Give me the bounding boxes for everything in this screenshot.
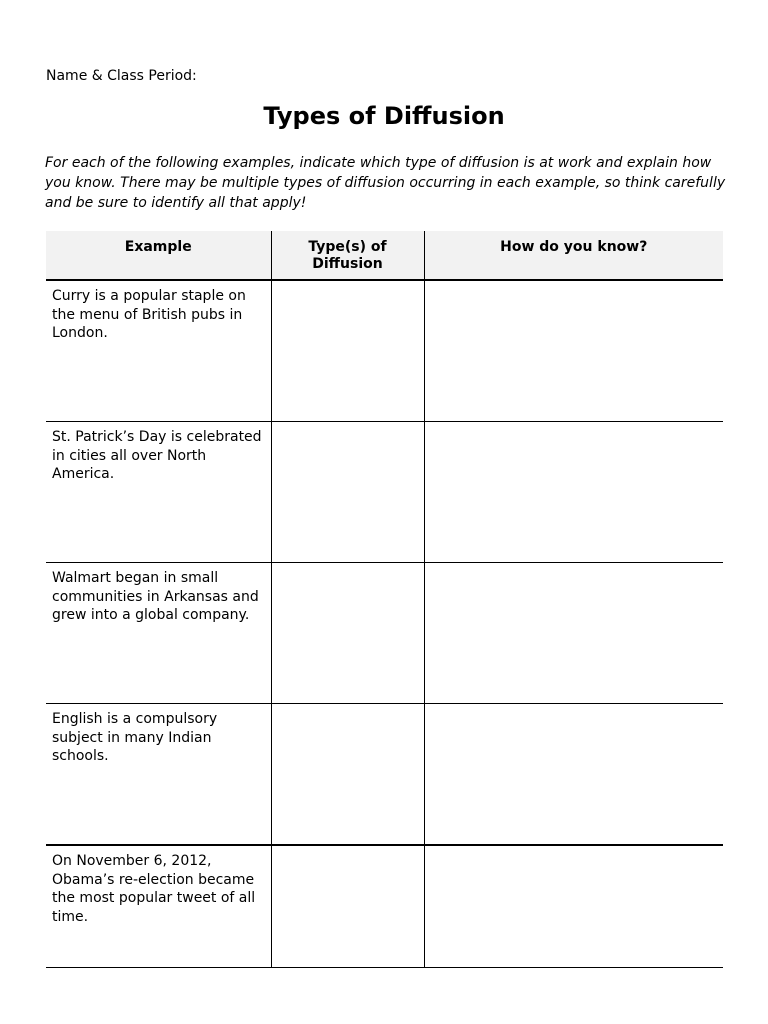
table-row [46, 704, 723, 846]
instructions-text: For each of the following examples, indicate which type of diffusion is at work and explain how you know. There may be multiple types of diffusion occurring in each example, so think carefully and be sure to identify all that apply! [45, 155, 726, 211]
how-answer-cell[interactable] [424, 422, 723, 563]
table-row [46, 563, 723, 704]
name-class-period-label: Name & Class Period: [46, 68, 197, 84]
column-header-example: Example [46, 231, 271, 280]
types-answer-cell[interactable] [271, 845, 424, 968]
table-row [46, 422, 723, 563]
example-cell: English is a compulsory subject in many Indian schools. [46, 704, 271, 846]
table-row [46, 845, 723, 968]
how-answer-cell[interactable] [424, 280, 723, 422]
page-title: Types of Diffusion [263, 102, 505, 130]
types-answer-cell[interactable] [271, 422, 424, 563]
how-answer-cell[interactable] [424, 704, 723, 846]
diffusion-table [46, 231, 723, 968]
table-header-row [46, 231, 723, 280]
example-cell: St. Patrick’s Day is celebrated in cities all over North America. [46, 422, 271, 563]
column-header-types: Type(s) of Diffusion [271, 231, 424, 280]
types-answer-cell[interactable] [271, 280, 424, 422]
types-answer-cell[interactable] [271, 704, 424, 846]
how-answer-cell[interactable] [424, 845, 723, 968]
example-cell: On November 6, 2012, Obama’s re-election became the most popular tweet of all time. [46, 845, 271, 968]
table-row [46, 280, 723, 422]
types-answer-cell[interactable] [271, 563, 424, 704]
column-header-how: How do you know? [424, 231, 723, 280]
how-answer-cell[interactable] [424, 563, 723, 704]
example-cell: Curry is a popular staple on the menu of British pubs in London. [46, 280, 271, 422]
example-cell: Walmart began in small communities in Arkansas and grew into a global company. [46, 563, 271, 704]
